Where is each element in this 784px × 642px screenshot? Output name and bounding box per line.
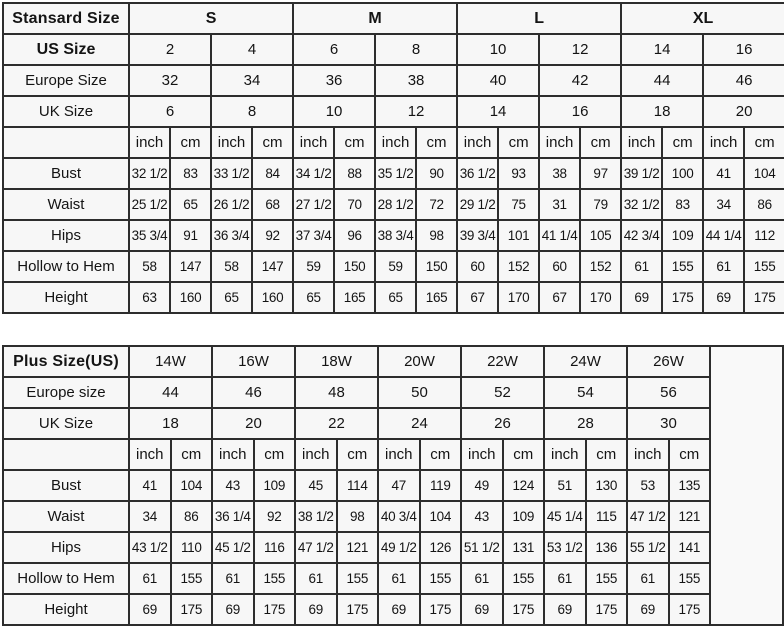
size-cell: 50 (378, 377, 461, 408)
measure-cell: 88 (334, 158, 375, 189)
size-cell: 10 (293, 96, 375, 127)
size-cell: 8 (375, 34, 457, 65)
measure-cell: 175 (586, 594, 628, 625)
measure-cell: 43 (461, 501, 503, 532)
measure-cell: 35 1/2 (375, 158, 416, 189)
unit-inch-label: inch (627, 439, 669, 470)
measure-cell: 109 (662, 220, 703, 251)
size-cell: 6 (293, 34, 375, 65)
unit-inch-label: inch (539, 127, 580, 158)
measure-cell: 65 (375, 282, 416, 313)
measure-cell: 170 (498, 282, 539, 313)
measure-cell: 141 (669, 532, 711, 563)
measure-cell: 92 (254, 501, 296, 532)
measure-cell: 43 (212, 470, 254, 501)
unit-inch-label: inch (293, 127, 334, 158)
measure-cell: 175 (171, 594, 213, 625)
measure-cell: 175 (337, 594, 379, 625)
measure-cell: 155 (420, 563, 462, 594)
measure-cell: 49 (461, 470, 503, 501)
measure-cell: 68 (252, 189, 293, 220)
size-cell: 24 (378, 408, 461, 439)
size-cell: 22 (295, 408, 378, 439)
unit-inch-label: inch (457, 127, 498, 158)
measure-cell: 93 (498, 158, 539, 189)
measure-cell: 90 (416, 158, 457, 189)
measure-cell: 152 (498, 251, 539, 282)
measure-cell: 124 (503, 470, 545, 501)
measure-cell: 100 (662, 158, 703, 189)
measure-cell: 165 (416, 282, 457, 313)
row-label: UK Size (3, 408, 129, 439)
empty-corner (3, 439, 129, 470)
measure-cell: 69 (703, 282, 744, 313)
measure-cell: 150 (416, 251, 457, 282)
size-group-header: S (129, 3, 293, 34)
measure-cell: 175 (254, 594, 296, 625)
measure-cell: 147 (252, 251, 293, 282)
unit-inch-label: inch (461, 439, 503, 470)
measure-cell: 155 (337, 563, 379, 594)
measure-cell: 51 1/2 (461, 532, 503, 563)
unit-inch-label: inch (212, 439, 254, 470)
measure-cell: 34 (703, 189, 744, 220)
row-label: US Size (3, 34, 129, 65)
corner-label: Stansard Size (3, 3, 129, 34)
measure-cell: 119 (420, 470, 462, 501)
measure-cell: 29 1/2 (457, 189, 498, 220)
empty-column (710, 346, 783, 625)
row-label: Hips (3, 532, 129, 563)
size-cell: 28 (544, 408, 627, 439)
size-group-header: L (457, 3, 621, 34)
measure-cell: 131 (503, 532, 545, 563)
measure-cell: 45 (295, 470, 337, 501)
measure-cell: 86 (171, 501, 213, 532)
size-cell: 46 (703, 65, 784, 96)
measure-cell: 49 1/2 (378, 532, 420, 563)
measure-cell: 45 1/2 (212, 532, 254, 563)
unit-inch-label: inch (621, 127, 662, 158)
measure-cell: 175 (662, 282, 703, 313)
measure-cell: 109 (503, 501, 545, 532)
measure-cell: 175 (669, 594, 711, 625)
unit-cm-label: cm (662, 127, 703, 158)
size-cell: 44 (129, 377, 212, 408)
measure-cell: 150 (334, 251, 375, 282)
table-row (3, 65, 784, 96)
measure-cell: 116 (254, 532, 296, 563)
unit-cm-label: cm (334, 127, 375, 158)
size-cell: 2 (129, 34, 211, 65)
measure-cell: 170 (580, 282, 621, 313)
measure-cell: 104 (744, 158, 784, 189)
measure-cell: 34 (129, 501, 171, 532)
unit-inch-label: inch (129, 439, 171, 470)
measure-cell: 155 (744, 251, 784, 282)
measure-cell: 65 (211, 282, 252, 313)
measure-cell: 83 (662, 189, 703, 220)
size-cell: 8 (211, 96, 293, 127)
unit-cm-label: cm (503, 439, 545, 470)
measure-cell: 155 (254, 563, 296, 594)
size-cell: 6 (129, 96, 211, 127)
measure-cell: 34 1/2 (293, 158, 334, 189)
size-cell: 36 (293, 65, 375, 96)
table-row (3, 158, 784, 189)
unit-cm-label: cm (337, 439, 379, 470)
measure-cell: 84 (252, 158, 293, 189)
measure-cell: 91 (170, 220, 211, 251)
size-cell: 20 (212, 408, 295, 439)
measure-cell: 65 (170, 189, 211, 220)
size-cell: 20 (703, 96, 784, 127)
size-cell: 18 (129, 408, 212, 439)
measure-cell: 61 (621, 251, 662, 282)
size-cell: 14 (457, 96, 539, 127)
measure-cell: 39 1/2 (621, 158, 662, 189)
size-cell: 10 (457, 34, 539, 65)
measure-cell: 38 (539, 158, 580, 189)
measure-cell: 110 (171, 532, 213, 563)
unit-cm-label: cm (498, 127, 539, 158)
plus-size-table-body (3, 346, 783, 625)
measure-cell: 47 (378, 470, 420, 501)
measure-cell: 165 (334, 282, 375, 313)
size-cell: 44 (621, 65, 703, 96)
corner-label: Plus Size(US) (3, 346, 129, 377)
measure-cell: 32 1/2 (621, 189, 662, 220)
size-cell: 38 (375, 65, 457, 96)
unit-inch-label: inch (129, 127, 170, 158)
measure-cell: 136 (586, 532, 628, 563)
measure-cell: 26 1/2 (211, 189, 252, 220)
measure-cell: 42 3/4 (621, 220, 662, 251)
table-row (3, 563, 783, 594)
measure-cell: 63 (129, 282, 170, 313)
measure-cell: 69 (621, 282, 662, 313)
size-cell: 30 (627, 408, 710, 439)
measure-cell: 44 1/4 (703, 220, 744, 251)
measure-cell: 61 (295, 563, 337, 594)
measure-cell: 39 3/4 (457, 220, 498, 251)
measure-cell: 67 (457, 282, 498, 313)
size-cell: 32 (129, 65, 211, 96)
measure-cell: 61 (703, 251, 744, 282)
unit-cm-label: cm (669, 439, 711, 470)
plus-size-header: 24W (544, 346, 627, 377)
measure-cell: 69 (461, 594, 503, 625)
empty-corner (3, 127, 129, 158)
measure-cell: 175 (420, 594, 462, 625)
measure-cell: 155 (669, 563, 711, 594)
unit-cm-label: cm (586, 439, 628, 470)
size-cell: 54 (544, 377, 627, 408)
measure-cell: 61 (544, 563, 586, 594)
size-cell: 18 (621, 96, 703, 127)
size-cell: 12 (375, 96, 457, 127)
measure-cell: 31 (539, 189, 580, 220)
measure-cell: 25 1/2 (129, 189, 170, 220)
measure-cell: 32 1/2 (129, 158, 170, 189)
measure-cell: 155 (586, 563, 628, 594)
size-cell: 56 (627, 377, 710, 408)
unit-inch-label: inch (295, 439, 337, 470)
size-cell: 14 (621, 34, 703, 65)
unit-inch-label: inch (378, 439, 420, 470)
measure-cell: 114 (337, 470, 379, 501)
measure-cell: 51 (544, 470, 586, 501)
table-row (3, 470, 783, 501)
measure-cell: 45 1/4 (544, 501, 586, 532)
measure-cell: 55 1/2 (627, 532, 669, 563)
unit-cm-label: cm (420, 439, 462, 470)
measure-cell: 61 (378, 563, 420, 594)
unit-cm-label: cm (170, 127, 211, 158)
unit-cm-label: cm (744, 127, 784, 158)
measure-cell: 96 (334, 220, 375, 251)
measure-cell: 41 (703, 158, 744, 189)
measure-cell: 61 (212, 563, 254, 594)
measure-cell: 59 (293, 251, 334, 282)
row-label: Bust (3, 158, 129, 189)
measure-cell: 43 1/2 (129, 532, 171, 563)
measure-cell: 83 (170, 158, 211, 189)
measure-cell: 65 (293, 282, 334, 313)
measure-cell: 86 (744, 189, 784, 220)
measure-cell: 36 1/4 (212, 501, 254, 532)
standard-size-table (2, 2, 784, 314)
table-row (3, 220, 784, 251)
measure-cell: 79 (580, 189, 621, 220)
measure-cell: 58 (129, 251, 170, 282)
row-label: Europe size (3, 377, 129, 408)
measure-cell: 72 (416, 189, 457, 220)
measure-cell: 121 (669, 501, 711, 532)
size-cell: 16 (539, 96, 621, 127)
measure-cell: 152 (580, 251, 621, 282)
table-row (3, 439, 783, 470)
measure-cell: 37 3/4 (293, 220, 334, 251)
table-row (3, 282, 784, 313)
row-label: Waist (3, 501, 129, 532)
measure-cell: 35 3/4 (129, 220, 170, 251)
row-label: Height (3, 594, 129, 625)
measure-cell: 69 (544, 594, 586, 625)
measure-cell: 33 1/2 (211, 158, 252, 189)
unit-cm-label: cm (252, 127, 293, 158)
measure-cell: 147 (170, 251, 211, 282)
size-cell: 4 (211, 34, 293, 65)
measure-cell: 69 (378, 594, 420, 625)
standard-size-table-body (3, 3, 784, 313)
measure-cell: 69 (627, 594, 669, 625)
plus-size-table (2, 345, 784, 626)
unit-cm-label: cm (580, 127, 621, 158)
measure-cell: 53 (627, 470, 669, 501)
measure-cell: 69 (212, 594, 254, 625)
measure-cell: 105 (580, 220, 621, 251)
measure-cell: 121 (337, 532, 379, 563)
plus-size-header: 14W (129, 346, 212, 377)
measure-cell: 101 (498, 220, 539, 251)
measure-cell: 61 (129, 563, 171, 594)
measure-cell: 155 (171, 563, 213, 594)
unit-cm-label: cm (254, 439, 296, 470)
table-row (3, 346, 783, 377)
measure-cell: 59 (375, 251, 416, 282)
row-label: UK Size (3, 96, 129, 127)
measure-cell: 47 1/2 (295, 532, 337, 563)
measure-cell: 175 (744, 282, 784, 313)
table-row (3, 408, 783, 439)
measure-cell: 97 (580, 158, 621, 189)
size-cell: 26 (461, 408, 544, 439)
table-row (3, 594, 783, 625)
row-label: Hollow to Hem (3, 251, 129, 282)
measure-cell: 75 (498, 189, 539, 220)
table-row (3, 34, 784, 65)
measure-cell: 130 (586, 470, 628, 501)
size-group-header: M (293, 3, 457, 34)
measure-cell: 160 (170, 282, 211, 313)
measure-cell: 155 (662, 251, 703, 282)
measure-cell: 104 (420, 501, 462, 532)
table-row (3, 251, 784, 282)
measure-cell: 27 1/2 (293, 189, 334, 220)
row-label: Bust (3, 470, 129, 501)
unit-inch-label: inch (375, 127, 416, 158)
measure-cell: 109 (254, 470, 296, 501)
size-group-header: XL (621, 3, 784, 34)
size-cell: 34 (211, 65, 293, 96)
unit-cm-label: cm (171, 439, 213, 470)
measure-cell: 126 (420, 532, 462, 563)
measure-cell: 61 (627, 563, 669, 594)
row-label: Europe Size (3, 65, 129, 96)
row-label: Height (3, 282, 129, 313)
measure-cell: 58 (211, 251, 252, 282)
measure-cell: 67 (539, 282, 580, 313)
measure-cell: 98 (337, 501, 379, 532)
measure-cell: 115 (586, 501, 628, 532)
table-row (3, 532, 783, 563)
unit-inch-label: inch (544, 439, 586, 470)
unit-cm-label: cm (416, 127, 457, 158)
measure-cell: 41 1/4 (539, 220, 580, 251)
plus-size-header: 16W (212, 346, 295, 377)
measure-cell: 92 (252, 220, 293, 251)
measure-cell: 155 (503, 563, 545, 594)
plus-size-header: 18W (295, 346, 378, 377)
measure-cell: 69 (129, 594, 171, 625)
measure-cell: 38 1/2 (295, 501, 337, 532)
measure-cell: 135 (669, 470, 711, 501)
row-label: Waist (3, 189, 129, 220)
measure-cell: 69 (295, 594, 337, 625)
plus-size-header: 26W (627, 346, 710, 377)
measure-cell: 53 1/2 (544, 532, 586, 563)
size-cell: 46 (212, 377, 295, 408)
measure-cell: 47 1/2 (627, 501, 669, 532)
row-label: Hollow to Hem (3, 563, 129, 594)
unit-inch-label: inch (211, 127, 252, 158)
size-cell: 40 (457, 65, 539, 96)
table-row (3, 127, 784, 158)
plus-size-header: 20W (378, 346, 461, 377)
size-cell: 42 (539, 65, 621, 96)
measure-cell: 61 (461, 563, 503, 594)
plus-size-header: 22W (461, 346, 544, 377)
measure-cell: 70 (334, 189, 375, 220)
size-cell: 12 (539, 34, 621, 65)
measure-cell: 175 (503, 594, 545, 625)
measure-cell: 28 1/2 (375, 189, 416, 220)
measure-cell: 41 (129, 470, 171, 501)
size-cell: 52 (461, 377, 544, 408)
table-row (3, 189, 784, 220)
table-row (3, 3, 784, 34)
measure-cell: 60 (457, 251, 498, 282)
measure-cell: 36 1/2 (457, 158, 498, 189)
row-label: Hips (3, 220, 129, 251)
size-cell: 48 (295, 377, 378, 408)
measure-cell: 98 (416, 220, 457, 251)
measure-cell: 112 (744, 220, 784, 251)
table-row (3, 377, 783, 408)
unit-inch-label: inch (703, 127, 744, 158)
measure-cell: 104 (171, 470, 213, 501)
measure-cell: 160 (252, 282, 293, 313)
measure-cell: 40 3/4 (378, 501, 420, 532)
table-row (3, 96, 784, 127)
size-cell: 16 (703, 34, 784, 65)
measure-cell: 36 3/4 (211, 220, 252, 251)
measure-cell: 60 (539, 251, 580, 282)
measure-cell: 38 3/4 (375, 220, 416, 251)
table-row (3, 501, 783, 532)
